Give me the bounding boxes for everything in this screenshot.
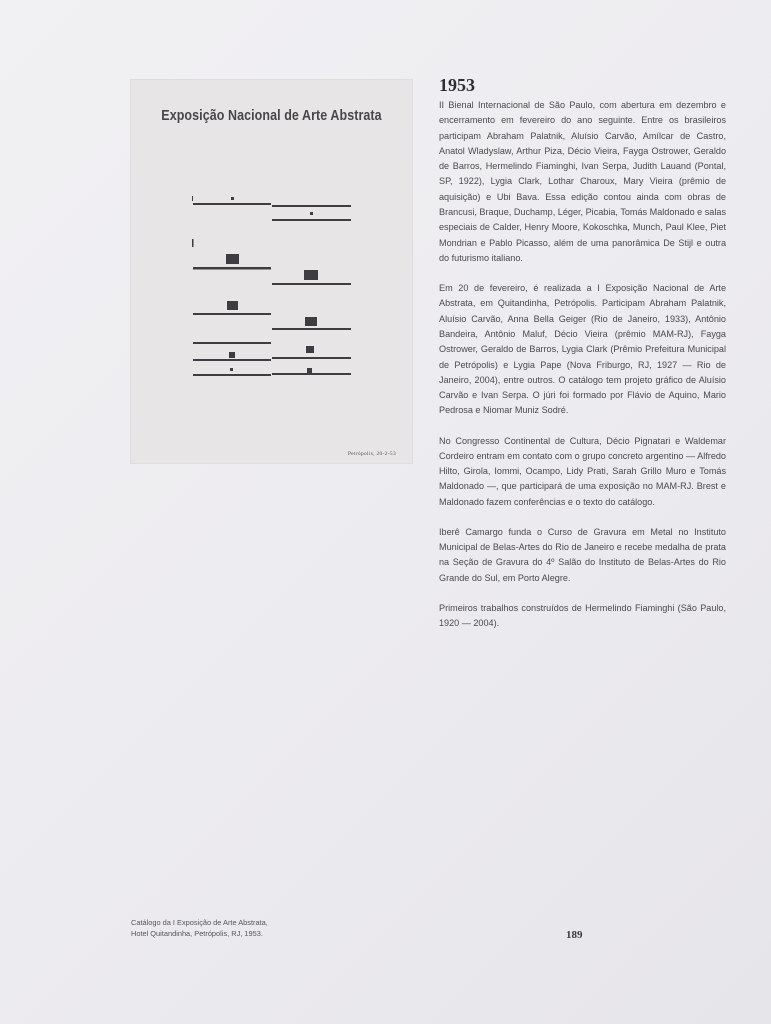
paragraph: II Bienal Internacional de São Paulo, com abertura em dezembro e encerramento em fevereiro do ano seguinte. Entre os brasileiros participam Abraham Palatnik, Aluísio Carvão, Amílcar de Castro, Anatol Wladyslaw, Arthur Piza, Décio Vieira, Fayga Ostrower, Geraldo de Barros, Hermelindo Fiaminghi, Ivan Serpa, Judith Lauand (Pontal, SP, 1922), Lygia Clark, Lothar Charoux, Mary Vieira (prêmio de aquisição) e Ubi Bava. Essa edição contou ainda com obras de Brancusi, Braque, Duchamp, Léger, Picabia, Tomás Maldonado e salas especiais de Calder, Henry Moore, Kokoschka, Munch, Paul Klee, Piet Mondrian e Pablo Picasso, além de uma panorâmica De Stijl e outra do futurismo italiano. bbox=[439, 100, 726, 263]
caption-line: Catálogo da I Exposição de Arte Abstrata, bbox=[131, 918, 268, 927]
caption-line: Hotel Quitandinha, Petrópolis, RJ, 1953. bbox=[131, 928, 263, 938]
year-heading: 1953 bbox=[439, 75, 475, 95]
image-caption bbox=[131, 918, 268, 939]
paragraph: Iberê Camargo funda o Curso de Gravura em Metal no Instituto Municipal de Belas-Artes do Rio de Janeiro e recebe medalha de prata na Seção de Gravura do 4º Salão do Instituto de Belas-Artes do Rio Grande do Sul, em Porto Alegre. bbox=[439, 526, 726, 583]
chronology-text bbox=[439, 98, 726, 646]
paragraph: Primeiros trabalhos construídos de Hermelindo Fiaminghi (São Paulo, 1920 — 2004). bbox=[439, 602, 726, 629]
paragraph: Em 20 de fevereiro, é realizada a I Exposição Nacional de Arte Abstrata, em Quitandinha, Petrópolis. Participam Abraham Palatnik, Aluísio Carvão, Anna Bella Geiger (Rio de Janeiro, 1933), Antônio Bandeira, Antônio Maluf, Décio Vieira (prêmio MAM-RJ), Fayga Ostrower, Geraldo de Barros, Lygia Clark (Prêmio Prefeitura Municipal de Petrópolis) e Lygia Pape (Nova Friburgo, RJ, 1927 — Rio de Janeiro, 2004), entre outros. O catálogo tem projeto gráfico de Aluísio Carvão e Ivan Serpa. O júri foi formado por Flávio de Aquino, Mario Pedrosa e Niomar Muniz Sodré. bbox=[439, 283, 726, 416]
catalog-title: Exposição Nacional de Arte Abstrata bbox=[161, 108, 382, 124]
catalog-place-date: Petrópolis, 20-2-53 bbox=[347, 451, 396, 457]
page-number: 189 bbox=[566, 929, 583, 941]
catalog-cover-image bbox=[130, 79, 413, 464]
abstract-composition bbox=[130, 79, 413, 464]
paragraph: No Congresso Continental de Cultura, Décio Pignatari e Waldemar Cordeiro entram em contato com o grupo concreto argentino — Alfredo Hilto, Girola, Iommi, Ocampo, Lidy Prati, Sarah Grillo Muro e Tomás Maldonado —, que participará de uma exposição no MAM-RJ. Brest e Maldonado fazem conferências e o texto do catálogo. bbox=[439, 435, 726, 507]
